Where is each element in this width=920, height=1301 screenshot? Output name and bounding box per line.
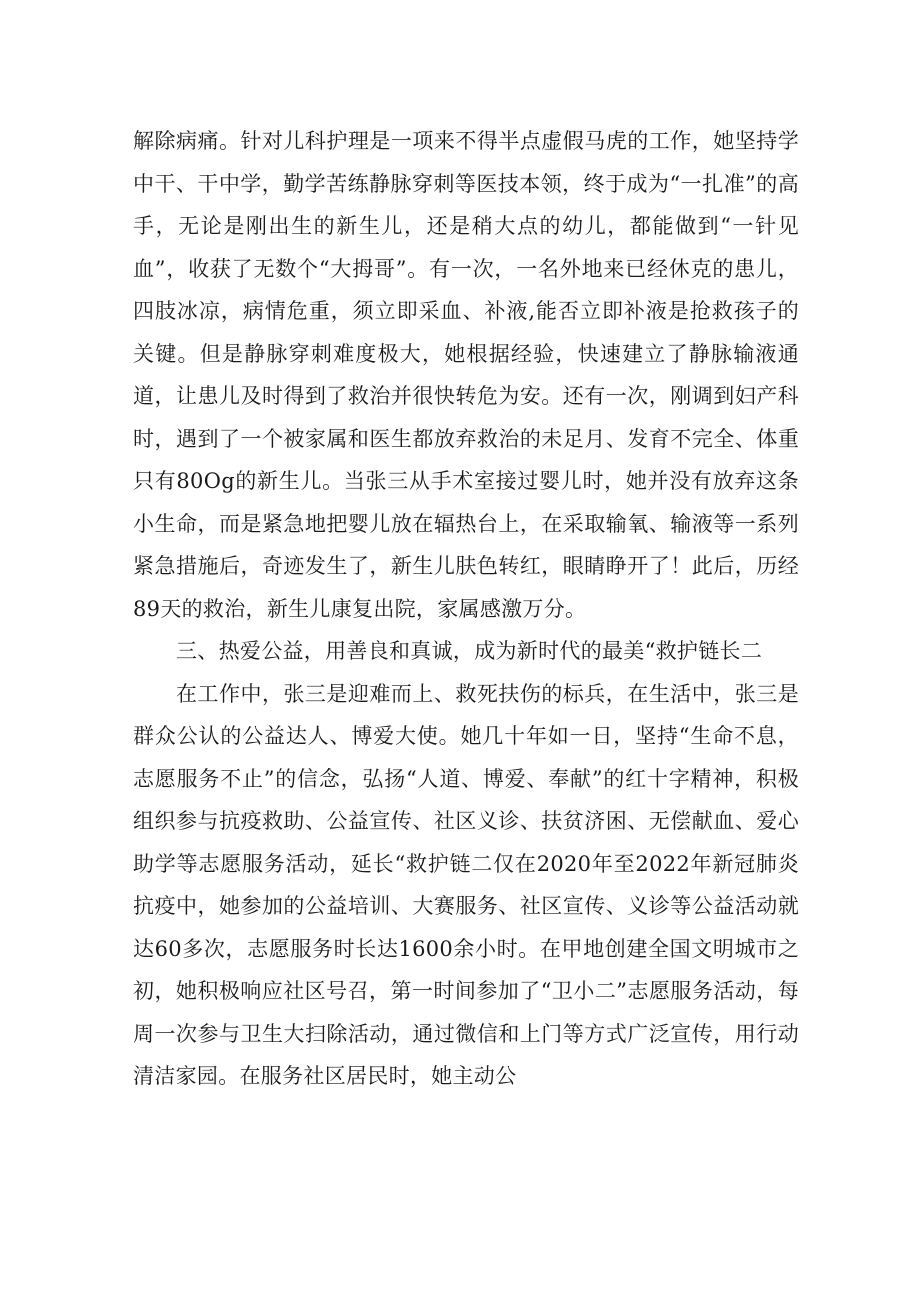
paragraph-volunteer-service: 在工作中，张三是迎难而上、救死扶伤的标兵，在生活中，张三是群众公认的公益达人、博爱大使。她几十年如一日，坚持“生命不息，志愿服务不止”的信念，弘扬“人道、博爱、奉献”的红十字精神，积极组织参与抗疫救助、公益宣传、社区义诊、扶贫济困、无偿献血、爱心助学等志愿服务活动，延长“救护链二仅在2020年至2022年新冠肺炎抗疫中，她参加的公益培训、大赛服务、社区宣传、义诊等公益活动就达60多次，志愿服务时长达1600余小时。在甲地创建全国文明城市之初，她积极响应社区号召，第一时间参加了“卫小二”志愿服务活动，每周一次参与卫生大扫除活动，通过微信和上门等方式广泛宣传，用行动清洁家园。在服务社区居民时，她主动公 bbox=[133, 681, 799, 1088]
paragraph-pediatric-nursing: 解除病痛。针对儿科护理是一项来不得半点虚假马虎的工作，她坚持学中干、干中学，勤学苦练静脉穿刺等医技本领，终于成为“一扎准”的高手，无论是刚出生的新生儿，还是稍大点的幼儿，都能做到“一针见血”，收获了无数个“大拇哥”。有一次，一名外地来已经休克的患儿，四肢冰凉，病情危重，须立即采血、补液,能否立即补液是抢救孩子的关键。但是静脉穿刺难度极大，她根据经验，快速建立了静脉输液通道，让患儿及时得到了救治并很快转危为安。还有一次，刚调到妇产科时，遇到了一个被家属和医生都放弃救治的未足月、发育不完全、体重只有80Og的新生儿。当张三从手术室接过婴儿时，她并没有放弃这条小生命，而是紧急地把婴儿放在辐热台上，在采取输氧、输液等一系列紧急措施后，奇迹发生了，新生儿肤色转红，眼睛睁开了！此后，历经89天的救治，新生儿康复出院，家属感激万分。 bbox=[133, 129, 799, 621]
section-heading-public-welfare: 三、热爱公益，用善良和真诚，成为新时代的最美“救护链长二 bbox=[176, 639, 763, 663]
document-body bbox=[133, 120, 799, 1098]
